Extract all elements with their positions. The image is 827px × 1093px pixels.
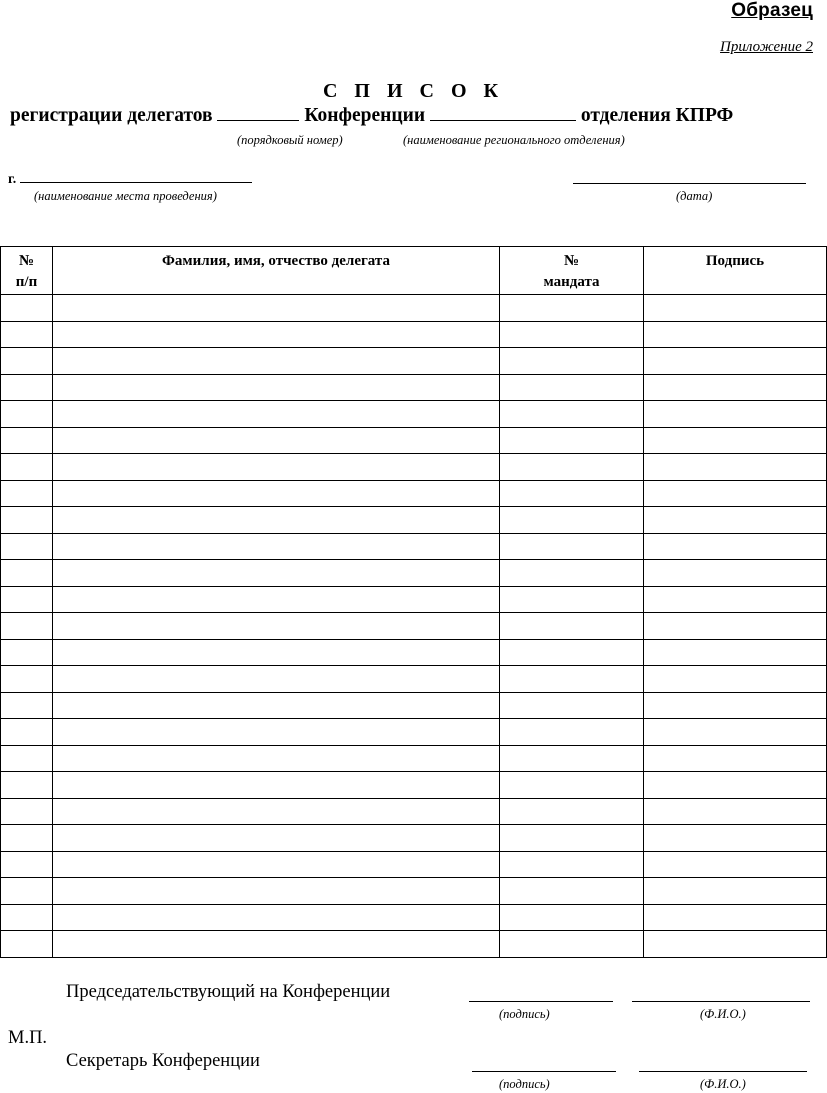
- table-header-row: [1, 247, 827, 295]
- signature-cell[interactable]: [644, 719, 827, 746]
- title-part-registration: регистрации делегатов: [10, 105, 213, 126]
- row-number-cell[interactable]: [1, 798, 53, 825]
- row-number-cell[interactable]: [1, 401, 53, 428]
- mandate-number-cell[interactable]: [500, 507, 644, 534]
- full-name-cell[interactable]: [53, 321, 500, 348]
- full-name-cell[interactable]: [53, 613, 500, 640]
- signature-cell[interactable]: [644, 454, 827, 481]
- row-number-cell[interactable]: [1, 825, 53, 852]
- header-full-name: Фамилия, имя, отчество делегата: [53, 247, 500, 295]
- header-mandate: № мандата: [500, 247, 644, 295]
- mandate-number-cell[interactable]: [500, 374, 644, 401]
- mandate-number-cell[interactable]: [500, 533, 644, 560]
- table-row: [1, 719, 827, 746]
- header-number: № п/п: [1, 247, 53, 295]
- full-name-cell[interactable]: [53, 825, 500, 852]
- table-row: [1, 401, 827, 428]
- table-row: [1, 851, 827, 878]
- signature-cell[interactable]: [644, 904, 827, 931]
- table-row: [1, 507, 827, 534]
- mandate-number-cell[interactable]: [500, 745, 644, 772]
- full-name-cell[interactable]: [53, 692, 500, 719]
- full-name-cell[interactable]: [53, 533, 500, 560]
- mandate-number-cell[interactable]: [500, 719, 644, 746]
- full-name-cell[interactable]: [53, 931, 500, 958]
- hint-place: (наименование места проведения): [34, 189, 217, 203]
- city-blank[interactable]: [20, 170, 252, 183]
- mandate-number-cell[interactable]: [500, 798, 644, 825]
- chairman-fio-blank[interactable]: [632, 1001, 810, 1002]
- title-part-branch: отделения КПРФ: [580, 105, 734, 126]
- row-number-cell[interactable]: [1, 348, 53, 375]
- row-number-cell[interactable]: [1, 533, 53, 560]
- mandate-number-cell[interactable]: [500, 348, 644, 375]
- hint-regional-branch: (наименование регионального отделения): [403, 133, 625, 147]
- table-row: [1, 427, 827, 454]
- row-number-cell[interactable]: [1, 295, 53, 322]
- row-number-cell[interactable]: [1, 613, 53, 640]
- secretary-hint-signature: (подпись): [499, 1077, 550, 1091]
- signature-cell[interactable]: [644, 533, 827, 560]
- signature-cell[interactable]: [644, 586, 827, 613]
- signature-cell[interactable]: [644, 639, 827, 666]
- mandate-number-cell[interactable]: [500, 825, 644, 852]
- signature-cell[interactable]: [644, 851, 827, 878]
- signature-cell[interactable]: [644, 745, 827, 772]
- table-row: [1, 348, 827, 375]
- table-row: [1, 560, 827, 587]
- city-prefix: г.: [8, 172, 17, 187]
- table-row: [1, 666, 827, 693]
- mandate-number-cell[interactable]: [500, 692, 644, 719]
- mandate-number-cell[interactable]: [500, 321, 644, 348]
- mandate-number-cell[interactable]: [500, 613, 644, 640]
- row-number-cell[interactable]: [1, 560, 53, 587]
- full-name-cell[interactable]: [53, 480, 500, 507]
- mandate-number-cell[interactable]: [500, 401, 644, 428]
- row-number-cell[interactable]: [1, 772, 53, 799]
- row-number-cell[interactable]: [1, 321, 53, 348]
- full-name-cell[interactable]: [53, 798, 500, 825]
- full-name-cell[interactable]: [53, 348, 500, 375]
- full-name-cell[interactable]: [53, 560, 500, 587]
- full-name-cell[interactable]: [53, 745, 500, 772]
- row-number-cell[interactable]: [1, 427, 53, 454]
- full-name-cell[interactable]: [53, 507, 500, 534]
- row-number-cell[interactable]: [1, 692, 53, 719]
- hint-ordinal-number: (порядковый номер): [237, 133, 343, 147]
- mandate-number-cell[interactable]: [500, 454, 644, 481]
- mandate-number-cell[interactable]: [500, 295, 644, 322]
- row-number-cell[interactable]: [1, 454, 53, 481]
- row-number-cell[interactable]: [1, 666, 53, 693]
- registration-table: [0, 246, 827, 958]
- row-number-cell[interactable]: [1, 639, 53, 666]
- sample-label: Образец: [731, 0, 813, 21]
- row-number-cell[interactable]: [1, 904, 53, 931]
- chairman-hint-signature: (подпись): [499, 1007, 550, 1021]
- full-name-cell[interactable]: [53, 666, 500, 693]
- full-name-cell[interactable]: [53, 719, 500, 746]
- full-name-cell[interactable]: [53, 772, 500, 799]
- signature-cell[interactable]: [644, 401, 827, 428]
- header-signature: Подпись: [644, 247, 827, 295]
- table-row: [1, 745, 827, 772]
- table-row: [1, 533, 827, 560]
- mandate-number-cell[interactable]: [500, 480, 644, 507]
- signature-cell[interactable]: [644, 692, 827, 719]
- date-blank[interactable]: [573, 183, 806, 184]
- row-number-cell[interactable]: [1, 480, 53, 507]
- chairman-hint-fio: (Ф.И.О.): [700, 1007, 746, 1021]
- secretary-fio-blank[interactable]: [639, 1071, 807, 1072]
- table-row: [1, 825, 827, 852]
- secretary-label: Секретарь Конференции: [66, 1051, 260, 1071]
- signature-cell[interactable]: [644, 931, 827, 958]
- signature-cell[interactable]: [644, 798, 827, 825]
- full-name-cell[interactable]: [53, 639, 500, 666]
- signature-cell[interactable]: [644, 613, 827, 640]
- title-part-conference: Конференции: [304, 105, 426, 126]
- mandate-number-cell[interactable]: [500, 639, 644, 666]
- signature-cell[interactable]: [644, 560, 827, 587]
- row-number-cell[interactable]: [1, 374, 53, 401]
- table-row: [1, 613, 827, 640]
- row-number-cell[interactable]: [1, 507, 53, 534]
- full-name-cell[interactable]: [53, 586, 500, 613]
- table-row: [1, 798, 827, 825]
- signature-cell[interactable]: [644, 480, 827, 507]
- hint-date: (дата): [676, 189, 713, 203]
- mandate-number-cell[interactable]: [500, 666, 644, 693]
- mandate-number-cell[interactable]: [500, 427, 644, 454]
- document-title: С П И С О К: [322, 80, 505, 102]
- table-row: [1, 586, 827, 613]
- full-name-cell[interactable]: [53, 401, 500, 428]
- mandate-number-cell[interactable]: [500, 931, 644, 958]
- table-row: [1, 454, 827, 481]
- signature-cell[interactable]: [644, 374, 827, 401]
- secretary-signature-blank[interactable]: [472, 1071, 616, 1072]
- full-name-cell[interactable]: [53, 454, 500, 481]
- table-row: [1, 321, 827, 348]
- city-line: [8, 170, 252, 188]
- row-number-cell[interactable]: [1, 719, 53, 746]
- mandate-number-cell[interactable]: [500, 560, 644, 587]
- table-row: [1, 295, 827, 322]
- row-number-cell[interactable]: [1, 745, 53, 772]
- signature-cell[interactable]: [644, 427, 827, 454]
- full-name-cell[interactable]: [53, 427, 500, 454]
- secretary-hint-fio: (Ф.И.О.): [700, 1077, 746, 1091]
- full-name-cell[interactable]: [53, 878, 500, 905]
- mandate-number-cell[interactable]: [500, 772, 644, 799]
- conference-number-blank[interactable]: [217, 104, 299, 121]
- title-subline: [10, 104, 733, 127]
- signature-cell[interactable]: [644, 507, 827, 534]
- table-row: [1, 639, 827, 666]
- table-row: [1, 904, 827, 931]
- row-number-cell[interactable]: [1, 586, 53, 613]
- row-number-cell[interactable]: [1, 878, 53, 905]
- signature-cell[interactable]: [644, 348, 827, 375]
- signature-cell[interactable]: [644, 666, 827, 693]
- table-row: [1, 772, 827, 799]
- appendix-label: Приложение 2: [720, 39, 813, 55]
- signature-cell[interactable]: [644, 295, 827, 322]
- table-row: [1, 480, 827, 507]
- full-name-cell[interactable]: [53, 904, 500, 931]
- full-name-cell[interactable]: [53, 295, 500, 322]
- table-row: [1, 878, 827, 905]
- full-name-cell[interactable]: [53, 851, 500, 878]
- mandate-number-cell[interactable]: [500, 904, 644, 931]
- signature-cell[interactable]: [644, 772, 827, 799]
- chairman-signature-blank[interactable]: [469, 1001, 613, 1002]
- mandate-number-cell[interactable]: [500, 851, 644, 878]
- signature-cell[interactable]: [644, 825, 827, 852]
- mandate-number-cell[interactable]: [500, 586, 644, 613]
- full-name-cell[interactable]: [53, 374, 500, 401]
- signature-cell[interactable]: [644, 321, 827, 348]
- row-number-cell[interactable]: [1, 931, 53, 958]
- signature-cell[interactable]: [644, 878, 827, 905]
- mandate-number-cell[interactable]: [500, 878, 644, 905]
- table-row: [1, 374, 827, 401]
- table-row: [1, 692, 827, 719]
- chairman-label: Председательствующий на Конференции: [66, 982, 391, 1002]
- branch-name-blank[interactable]: [430, 104, 576, 121]
- row-number-cell[interactable]: [1, 851, 53, 878]
- table-row: [1, 931, 827, 958]
- seal-label: М.П.: [8, 1028, 48, 1048]
